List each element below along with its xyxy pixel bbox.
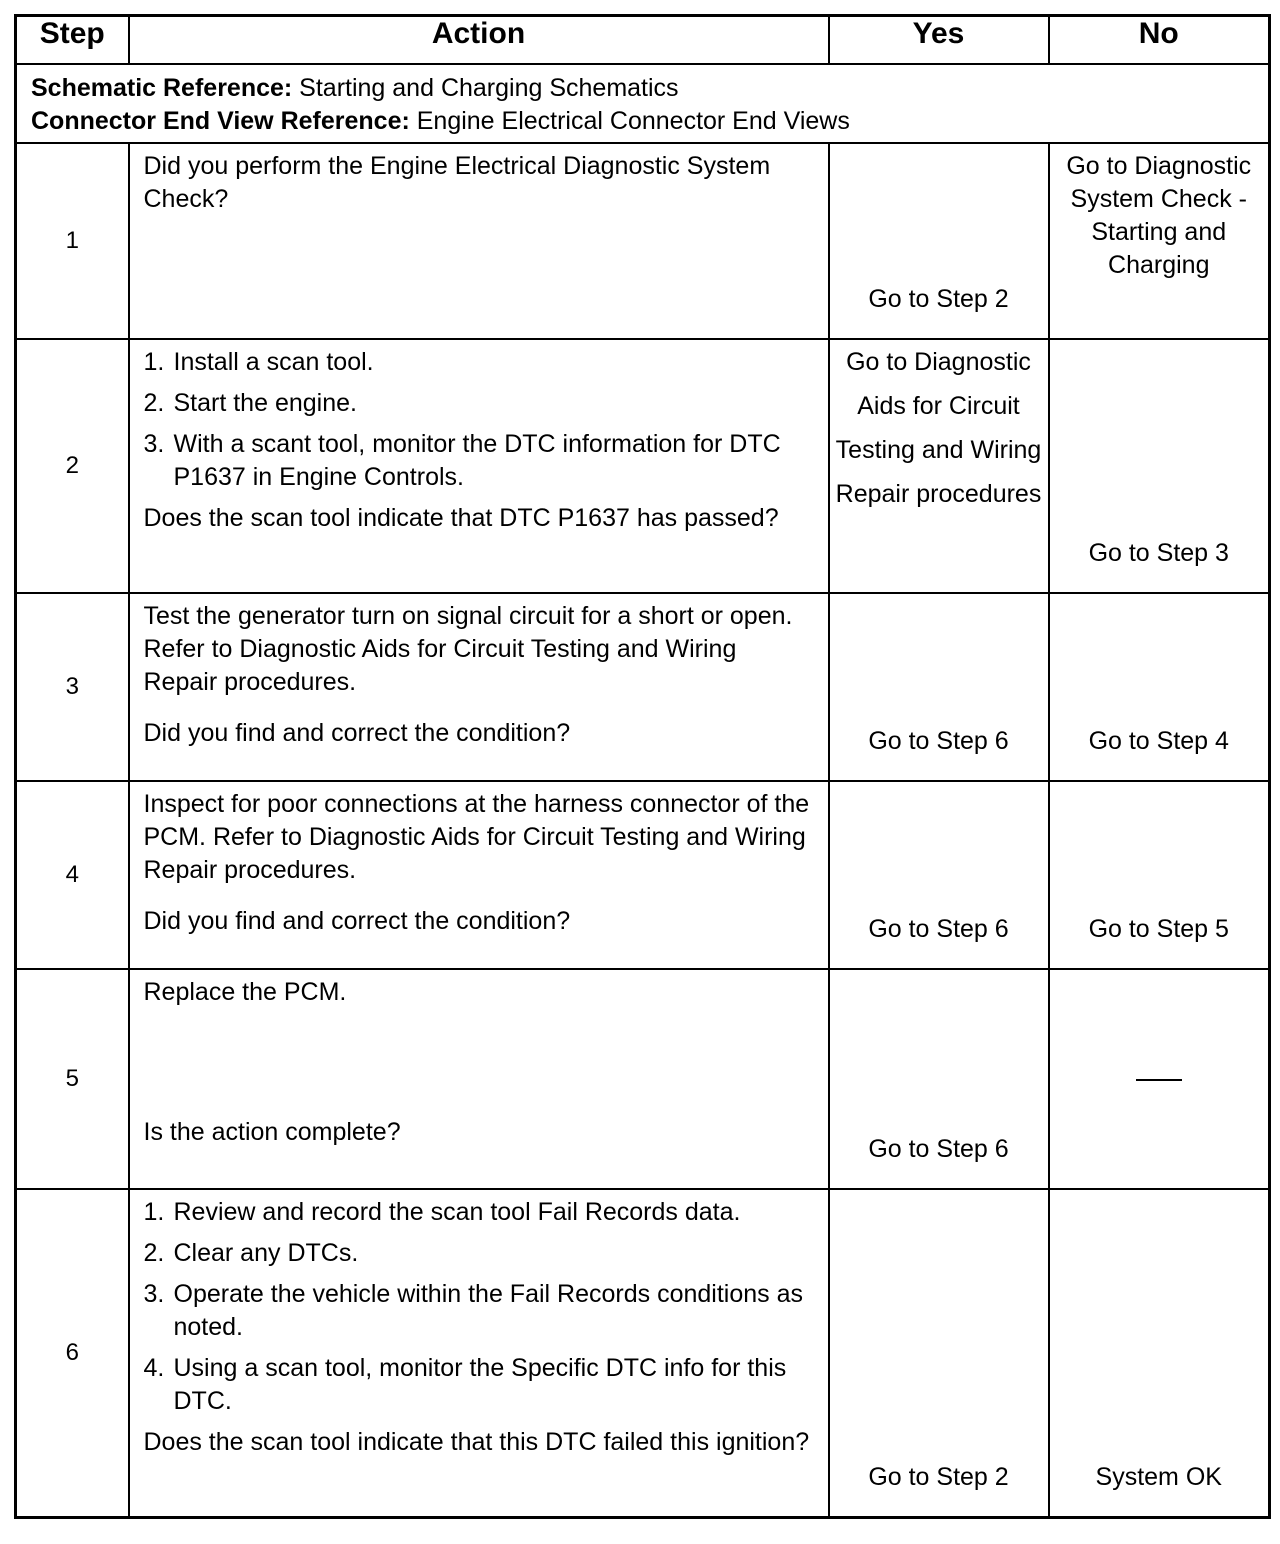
yes-result: Go to Step 6 <box>829 781 1049 969</box>
connector-reference <box>31 105 1254 138</box>
action-text: Replace the PCM. <box>143 978 347 1006</box>
table-row <box>16 1189 1270 1517</box>
action-list-item: 3. With a scant tool, monitor the DTC information for DTC P1637 in Engine Controls. <box>143 430 781 491</box>
action-list-item: 2. Clear any DTCs. <box>143 1239 359 1267</box>
table-row <box>16 593 1270 781</box>
action-list-item-text: Using a scan tool, monitor the Specific DTC info for this DTC. <box>173 1354 787 1415</box>
table-row <box>16 969 1270 1189</box>
connector-reference-label: Connector End View Reference: <box>31 107 410 135</box>
yes-result: Go to Step 6 <box>829 593 1049 781</box>
no-result-dash <box>1136 1079 1182 1081</box>
header-yes: Yes <box>829 16 1049 65</box>
action-list-item-text: Install a scan tool. <box>173 348 374 376</box>
action-list-item-text: Start the engine. <box>173 389 357 417</box>
action-list-item-text: Review and record the scan tool Fail Records data. <box>173 1198 741 1226</box>
connector-reference-value: Engine Electrical Connector End Views <box>409 107 850 135</box>
action-text: Test the generator turn on signal circuit for a short or open. Refer to Diagnostic Aids for Circuit Testing and Wiring Repair procedures. <box>143 602 793 696</box>
step-number: 5 <box>16 969 129 1189</box>
action-list-item: 3. Operate the vehicle within the Fail Records conditions as noted. <box>143 1280 803 1341</box>
action-cell <box>129 1189 829 1517</box>
no-result: System OK <box>1049 1189 1270 1517</box>
action-cell <box>129 781 829 969</box>
schematic-reference-value: Starting and Charging Schematics <box>292 74 679 102</box>
no-result: Go to Step 3 <box>1049 339 1270 593</box>
yes-result: Go to Step 2 <box>829 143 1049 339</box>
diagnostic-table <box>14 14 1271 1519</box>
no-result: Go to Step 5 <box>1049 781 1270 969</box>
schematic-reference <box>31 72 1254 105</box>
header-step: Step <box>16 16 129 65</box>
table-row <box>16 143 1270 339</box>
action-cell <box>129 143 829 339</box>
step-number: 6 <box>16 1189 129 1517</box>
action-list-item: 2. Start the engine. <box>143 389 357 417</box>
action-question: Did you find and correct the condition? <box>143 719 571 747</box>
no-result <box>1049 969 1270 1189</box>
action-cell <box>129 339 829 593</box>
step-number: 3 <box>16 593 129 781</box>
no-result: Go to Step 4 <box>1049 593 1270 781</box>
action-question: Did you find and correct the condition? <box>143 907 571 935</box>
action-list-item: 1. Review and record the scan tool Fail Records data. <box>143 1198 741 1226</box>
step-number: 4 <box>16 781 129 969</box>
header-row <box>16 16 1270 65</box>
action-text: Inspect for poor connections at the harness connector of the PCM. Refer to Diagnostic Aids for Circuit Testing and Wiring Repair procedures. <box>143 790 810 884</box>
action-list-item-text: Operate the vehicle within the Fail Records conditions as noted. <box>173 1280 803 1341</box>
reference-row <box>16 64 1270 143</box>
yes-result: Go to Diagnostic Aids for Circuit Testing and Wiring Repair procedures <box>829 339 1049 593</box>
header-action: Action <box>129 16 829 65</box>
action-question: Is the action complete? <box>143 1118 401 1146</box>
action-text: Did you perform the Engine Electrical Diagnostic System Check? <box>143 152 771 213</box>
table-row <box>16 781 1270 969</box>
yes-result: Go to Step 2 <box>829 1189 1049 1517</box>
action-question: Does the scan tool indicate that DTC P1637 has passed? <box>143 504 779 532</box>
action-list-item: 1. Install a scan tool. <box>143 348 374 376</box>
header-no: No <box>1049 16 1270 65</box>
no-result: Go to Diagnostic System Check - Starting and Charging <box>1049 143 1270 339</box>
schematic-reference-label: Schematic Reference: <box>31 74 293 102</box>
step-number: 1 <box>16 143 129 339</box>
action-list-item-text: Clear any DTCs. <box>173 1239 359 1267</box>
action-list-item-text: With a scant tool, monitor the DTC information for DTC P1637 in Engine Controls. <box>173 430 781 491</box>
table-row <box>16 339 1270 593</box>
action-question: Does the scan tool indicate that this DTC failed this ignition? <box>143 1428 810 1456</box>
yes-result: Go to Step 6 <box>829 969 1049 1189</box>
action-cell <box>129 969 829 1189</box>
step-number: 2 <box>16 339 129 593</box>
action-list-item: 4. Using a scan tool, monitor the Specific DTC info for this DTC. <box>143 1354 787 1415</box>
action-cell <box>129 593 829 781</box>
reference-cell <box>16 64 1270 143</box>
